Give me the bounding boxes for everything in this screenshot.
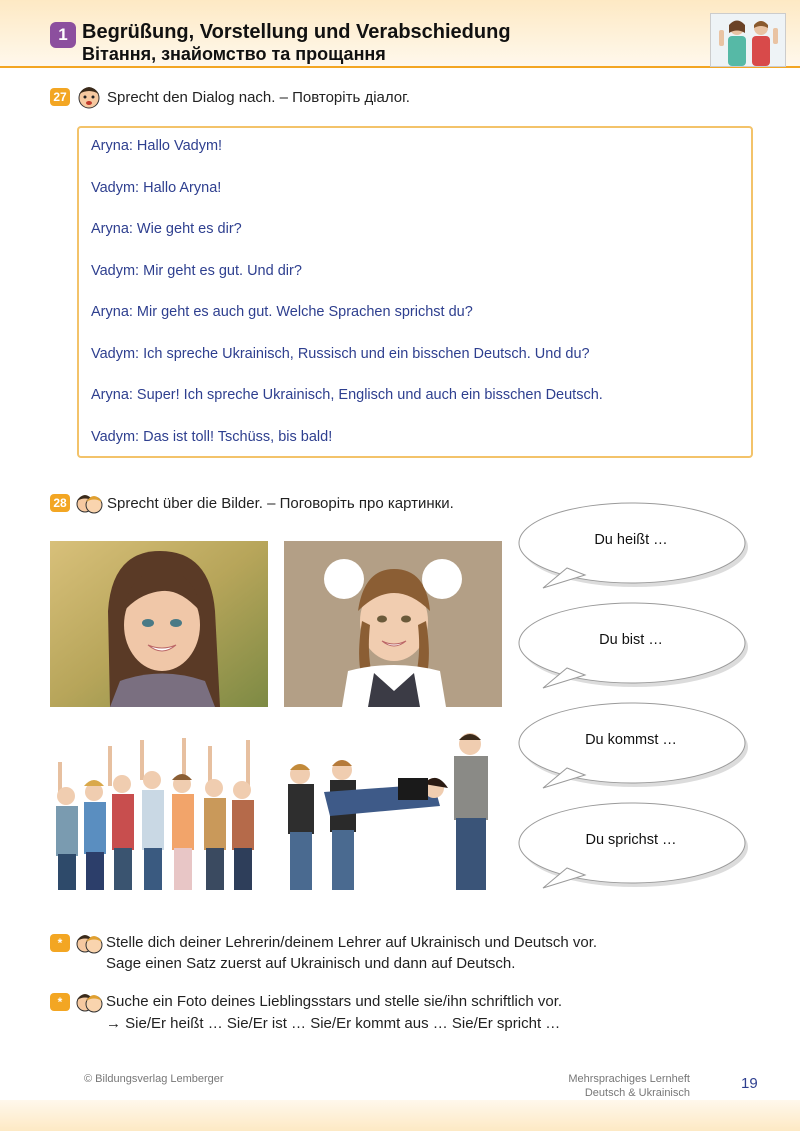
extra-task-line: Suche ein Foto deines Lieblingsstars und stelle sie/ihn schriftlich vor. — [106, 993, 563, 1010]
series-title: Mehrsprachiges Lernheft — [568, 1073, 690, 1085]
extra-task-line: Stelle dich deiner Lehrerin/deinem Lehrer auf Ukrainisch und Deutsch vor. — [106, 934, 598, 951]
dialog-line: Vadym: Mir geht es gut. Und dir? — [91, 263, 302, 279]
extra-task-badge: * — [50, 993, 70, 1011]
dialog-line: Aryna: Mir geht es auch gut. Welche Sprachen sprichst du? — [91, 304, 473, 320]
speech-bubble — [515, 500, 755, 590]
dialog-line: Vadym: Das ist toll! Tschüss, bis bald! — [91, 429, 333, 445]
dialog-line: Vadym: Ich spreche Ukrainisch, Russisch und ein bisschen Deutsch. Und du? — [91, 346, 590, 362]
speaking-child-icon — [75, 82, 103, 110]
page-number: 19 — [741, 1075, 758, 1092]
bubble-text: Du sprichst … — [585, 832, 677, 848]
speech-bubble — [515, 800, 755, 890]
footer-band — [0, 1100, 800, 1131]
photo-children-cheering — [50, 726, 268, 892]
extra-task-example — [106, 1015, 560, 1032]
extra-task-badge: * — [50, 934, 70, 952]
two-children-talking-icon — [75, 988, 103, 1016]
task-instruction: Sprecht über die Bilder. – Поговоріть про картинки. — [107, 495, 454, 512]
extra-task-example-text: Sie/Er heißt … Sie/Er ist … Sie/Er kommt aus … Sie/Er spricht … — [125, 1015, 561, 1032]
dialog-line: Vadym: Hallo Aryna! — [91, 180, 222, 196]
task-instruction: Sprecht den Dialog nach. – Повторіть діалог. — [107, 89, 410, 106]
arrow-right-icon: → — [106, 1015, 121, 1032]
bubble-text: Du kommst … — [585, 732, 677, 748]
bubble-text: Du heißt … — [594, 532, 668, 548]
photo-family-playing — [284, 726, 502, 892]
photo-girl-long-hair — [50, 541, 268, 707]
photo-schoolgirl-bows — [284, 541, 502, 707]
dialog-box — [77, 126, 753, 458]
task-number-badge: 28 — [50, 494, 70, 512]
series-languages: Deutsch & Ukrainisch — [584, 1087, 690, 1099]
task-number-badge: 27 — [50, 88, 70, 106]
two-children-talking-icon — [75, 489, 103, 517]
page-title-ukrainian: Вітання, знайомство та прощання — [82, 44, 386, 64]
dialog-line: Aryna: Wie geht es dir? — [91, 221, 242, 237]
copyright: © Bildungsverlag Lemberger — [84, 1073, 224, 1085]
dialog-line: Aryna: Super! Ich spreche Ukrainisch, Englisch und auch ein bisschen Deutsch. — [91, 387, 603, 403]
two-children-talking-icon — [75, 929, 103, 957]
children-waving-photo — [710, 13, 786, 67]
speech-bubble — [515, 600, 755, 690]
extra-task-line: Sage einen Satz zuerst auf Ukrainisch und dann auf Deutsch. — [106, 955, 516, 972]
page-title-german: Begrüßung, Vorstellung und Verabschiedung — [82, 21, 511, 43]
series-info — [568, 1072, 690, 1100]
bubble-text: Du bist … — [599, 632, 663, 648]
dialog-line: Aryna: Hallo Vadym! — [91, 138, 223, 154]
unit-number-badge: 1 — [50, 22, 76, 48]
speech-bubble — [515, 700, 755, 790]
